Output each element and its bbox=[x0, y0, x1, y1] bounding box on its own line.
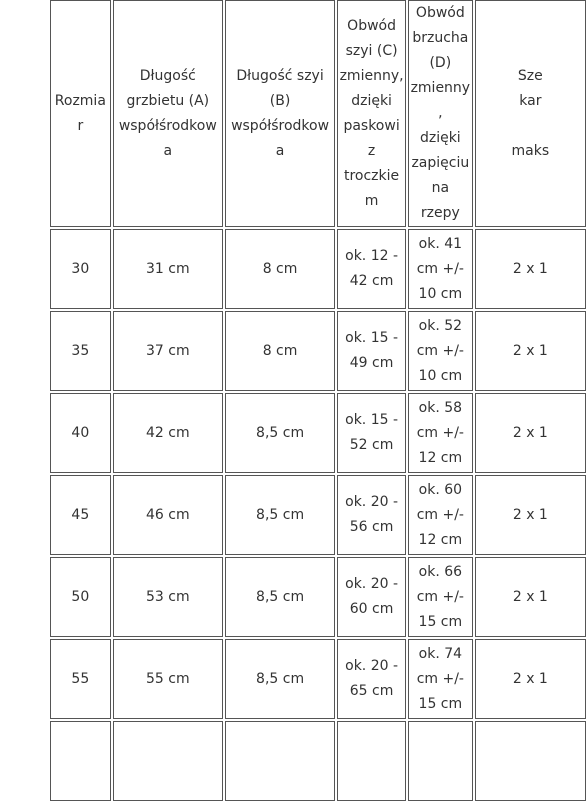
cell-belly-circumference: ok. 41 cm +/- 10 cm bbox=[408, 229, 473, 309]
cell-back-length: 55 cm bbox=[113, 639, 223, 719]
cell-empty bbox=[50, 721, 111, 801]
cell-belly-circumference: ok. 60 cm +/- 12 cm bbox=[408, 475, 473, 555]
cell-neck-length: 8,5 cm bbox=[225, 639, 335, 719]
cell-neck-length: 8 cm bbox=[225, 229, 335, 309]
cell-size: 40 bbox=[50, 393, 111, 473]
cell-size: 55 bbox=[50, 639, 111, 719]
cell-neck-circumference: ok. 15 - 49 cm bbox=[337, 311, 406, 391]
cell-neck-length: 8,5 cm bbox=[225, 475, 335, 555]
header-belly-circumference: Obwód brzucha (D) zmienny, dzięki zapięciu na rzepy bbox=[408, 0, 473, 227]
cell-neck-length: 8 cm bbox=[225, 311, 335, 391]
cell-belly-circumference: ok. 52 cm +/- 10 cm bbox=[408, 311, 473, 391]
cell-neck-circumference: ok. 12 - 42 cm bbox=[337, 229, 406, 309]
header-neck-circumference: Obwód szyi (C) zmienny, dzięki paskowi z troczkiem bbox=[337, 0, 406, 227]
cell-width-cut: 2 x 1 bbox=[475, 229, 586, 309]
cell-width-cut: 2 x 1 bbox=[475, 639, 586, 719]
table-row-partial bbox=[50, 721, 586, 801]
header-back-length: Długość grzbietu (A) współśrodkowa bbox=[113, 0, 223, 227]
cell-neck-circumference: ok. 20 - 65 cm bbox=[337, 639, 406, 719]
cell-neck-length: 8,5 cm bbox=[225, 393, 335, 473]
cell-empty bbox=[337, 721, 406, 801]
size-table-container bbox=[50, 0, 550, 712]
cell-empty bbox=[225, 721, 335, 801]
header-size: Rozmiar bbox=[50, 0, 111, 227]
cell-back-length: 46 cm bbox=[113, 475, 223, 555]
table-row bbox=[50, 475, 586, 555]
cell-size: 30 bbox=[50, 229, 111, 309]
table-row bbox=[50, 393, 586, 473]
table-row bbox=[50, 229, 586, 309]
cell-size: 35 bbox=[50, 311, 111, 391]
cell-neck-circumference: ok. 15 - 52 cm bbox=[337, 393, 406, 473]
cell-belly-circumference: ok. 66 cm +/- 15 cm bbox=[408, 557, 473, 637]
cell-size: 50 bbox=[50, 557, 111, 637]
cell-back-length: 42 cm bbox=[113, 393, 223, 473]
cell-width-cut: 2 x 1 bbox=[475, 311, 586, 391]
size-table bbox=[48, 0, 588, 803]
cell-empty bbox=[408, 721, 473, 801]
cell-neck-circumference: ok. 20 - 56 cm bbox=[337, 475, 406, 555]
table-header-row bbox=[50, 0, 586, 227]
cell-width-cut: 2 x 1 bbox=[475, 393, 586, 473]
header-width-cut: Sze kar maks bbox=[475, 0, 586, 227]
cell-empty bbox=[113, 721, 223, 801]
cell-neck-circumference: ok. 20 - 60 cm bbox=[337, 557, 406, 637]
cell-back-length: 53 cm bbox=[113, 557, 223, 637]
header-neck-length: Długość szyi (B) współśrodkowa bbox=[225, 0, 335, 227]
cell-width-cut: 2 x 1 bbox=[475, 475, 586, 555]
cell-back-length: 31 cm bbox=[113, 229, 223, 309]
table-row bbox=[50, 557, 586, 637]
cell-width-cut: 2 x 1 bbox=[475, 557, 586, 637]
cell-belly-circumference: ok. 74 cm +/- 15 cm bbox=[408, 639, 473, 719]
cell-back-length: 37 cm bbox=[113, 311, 223, 391]
table-row bbox=[50, 311, 586, 391]
cell-empty bbox=[475, 721, 586, 801]
cell-neck-length: 8,5 cm bbox=[225, 557, 335, 637]
cell-belly-circumference: ok. 58 cm +/- 12 cm bbox=[408, 393, 473, 473]
cell-size: 45 bbox=[50, 475, 111, 555]
table-row bbox=[50, 639, 586, 719]
